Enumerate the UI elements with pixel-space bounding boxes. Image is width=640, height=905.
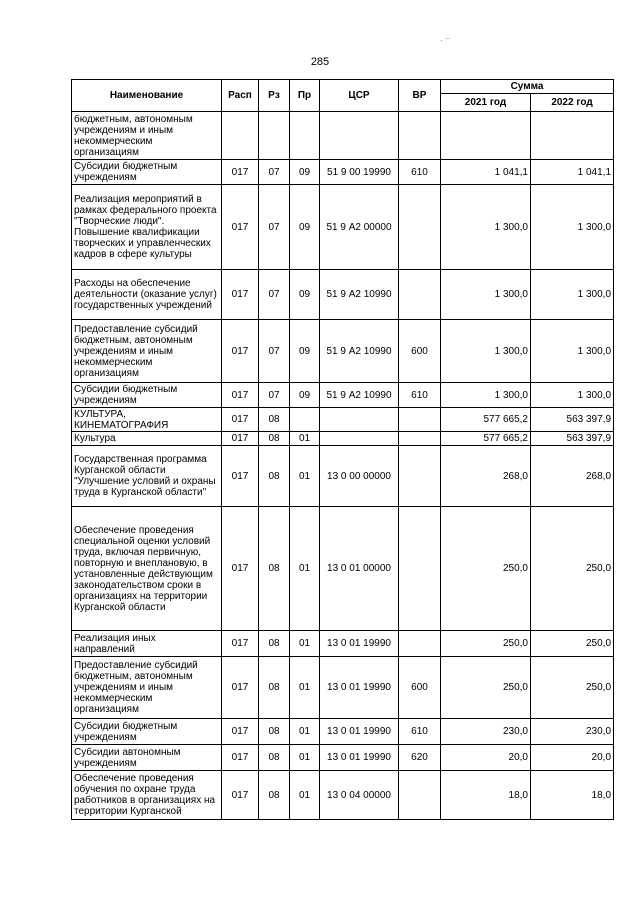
cell-2021: 1 300,0: [441, 383, 531, 408]
cell-2021: 250,0: [441, 657, 531, 719]
cell-2021: 250,0: [441, 507, 531, 631]
col-header-2022: 2022 год: [531, 94, 614, 112]
cell-name: Предоставление субсидий бюджетным, автономным учреждениям и иным некоммерческим организациям: [72, 320, 222, 383]
cell-rz: 08: [259, 432, 290, 446]
cell-pr: 09: [290, 270, 320, 320]
cell-vr: 600: [399, 320, 441, 383]
cell-vr: [399, 408, 441, 432]
cell-2021: 1 300,0: [441, 270, 531, 320]
cell-csr: 51 9 А2 00000: [320, 185, 399, 270]
cell-name: Расходы на обеспечение деятельности (оказание услуг) государственных учреждений: [72, 270, 222, 320]
cell-vr: [399, 771, 441, 820]
cell-rasp: 017: [222, 320, 259, 383]
cell-pr: 09: [290, 185, 320, 270]
cell-vr: [399, 432, 441, 446]
col-header-rz: Рз: [259, 80, 290, 112]
cell-rz: 07: [259, 320, 290, 383]
cell-name: КУЛЬТУРА, КИНЕМАТОГРАФИЯ: [72, 408, 222, 432]
cell-rz: 08: [259, 745, 290, 771]
table-row: [72, 408, 614, 432]
budget-table: [71, 79, 614, 820]
cell-2022: 20,0: [531, 745, 614, 771]
cell-rasp: 017: [222, 631, 259, 657]
cell-pr: 01: [290, 507, 320, 631]
col-header-csr: ЦСР: [320, 80, 399, 112]
cell-csr: 13 0 00 00000: [320, 446, 399, 507]
cell-rasp: 017: [222, 771, 259, 820]
table-row: [72, 320, 614, 383]
cell-2022: [531, 112, 614, 160]
table-row: [72, 446, 614, 507]
cell-pr: 09: [290, 160, 320, 185]
cell-name: Культура: [72, 432, 222, 446]
cell-pr: 01: [290, 657, 320, 719]
cell-pr: 01: [290, 432, 320, 446]
cell-vr: 610: [399, 719, 441, 745]
cell-pr: 01: [290, 631, 320, 657]
cell-pr: 09: [290, 320, 320, 383]
cell-rz: [259, 112, 290, 160]
cell-vr: [399, 631, 441, 657]
cell-csr: 13 0 01 19990: [320, 631, 399, 657]
table-row: [72, 160, 614, 185]
cell-rasp: 017: [222, 657, 259, 719]
cell-name: Субсидии бюджетным учреждениям: [72, 383, 222, 408]
cell-rz: 07: [259, 160, 290, 185]
cell-rz: 08: [259, 631, 290, 657]
cell-csr: 13 0 01 19990: [320, 745, 399, 771]
cell-2022: 563 397,9: [531, 432, 614, 446]
cell-name: Субсидии бюджетным учреждениям: [72, 719, 222, 745]
cell-rasp: 017: [222, 185, 259, 270]
table-row: [72, 270, 614, 320]
cell-csr: 13 0 01 00000: [320, 507, 399, 631]
cell-pr: 01: [290, 771, 320, 820]
cell-2022: 1 041,1: [531, 160, 614, 185]
cell-vr: 620: [399, 745, 441, 771]
cell-2021: [441, 112, 531, 160]
cell-name: Субсидии автономным учреждениям: [72, 745, 222, 771]
cell-pr: 01: [290, 745, 320, 771]
cell-vr: [399, 270, 441, 320]
page-number: 285: [310, 56, 330, 68]
cell-2022: 1 300,0: [531, 270, 614, 320]
table-row: [72, 185, 614, 270]
cell-2022: 18,0: [531, 771, 614, 820]
cell-name: Субсидии бюджетным учреждениям: [72, 160, 222, 185]
cell-pr: [290, 112, 320, 160]
cell-csr: 51 9 А2 10990: [320, 383, 399, 408]
cell-rz: 08: [259, 408, 290, 432]
table-row: [72, 432, 614, 446]
cell-pr: 09: [290, 383, 320, 408]
cell-2022: 250,0: [531, 507, 614, 631]
cell-rasp: 017: [222, 383, 259, 408]
cell-rasp: 017: [222, 270, 259, 320]
cell-vr: [399, 446, 441, 507]
table-row: [72, 657, 614, 719]
table-row: [72, 383, 614, 408]
cell-rasp: 017: [222, 408, 259, 432]
cell-pr: 01: [290, 719, 320, 745]
cell-csr: 51 9 00 19990: [320, 160, 399, 185]
cell-csr: 13 0 01 19990: [320, 719, 399, 745]
cell-rz: 08: [259, 446, 290, 507]
cell-rz: 07: [259, 383, 290, 408]
cell-2022: 268,0: [531, 446, 614, 507]
cell-2022: 230,0: [531, 719, 614, 745]
table-row: [72, 112, 614, 160]
table-body: [72, 112, 614, 820]
cell-rz: 08: [259, 771, 290, 820]
table-row: [72, 719, 614, 745]
cell-2021: 577 665,2: [441, 408, 531, 432]
cell-name: бюджетным, автономным учреждениям и иным некоммерческим организациям: [72, 112, 222, 160]
cell-pr: [290, 408, 320, 432]
cell-csr: 51 9 А2 10990: [320, 320, 399, 383]
cell-rasp: 017: [222, 432, 259, 446]
col-header-pr: Пр: [290, 80, 320, 112]
cell-2021: 20,0: [441, 745, 531, 771]
cell-csr: [320, 432, 399, 446]
cell-2022: 250,0: [531, 657, 614, 719]
cell-csr: 51 9 А2 10990: [320, 270, 399, 320]
cell-2021: 1 300,0: [441, 320, 531, 383]
cell-name: Обеспечение проведения специальной оценки условий труда, включая первичную, повторную и внеплановую, в установленные действующим законодательством сроки в организациях на территории Курганской области: [72, 507, 222, 631]
col-header-rasp: Расп: [222, 80, 259, 112]
table-row: [72, 631, 614, 657]
col-header-name: Наименование: [72, 80, 222, 112]
scan-specks: · ⁻: [440, 35, 451, 45]
col-header-2021: 2021 год: [441, 94, 531, 112]
cell-2021: 577 665,2: [441, 432, 531, 446]
cell-vr: [399, 185, 441, 270]
cell-csr: 13 0 04 00000: [320, 771, 399, 820]
cell-2021: 230,0: [441, 719, 531, 745]
cell-name: Реализация иных направлений: [72, 631, 222, 657]
cell-rasp: [222, 112, 259, 160]
cell-vr: [399, 507, 441, 631]
cell-name: Государственная программа Курганской области "Улучшение условий и охраны труда в Курганской области": [72, 446, 222, 507]
table-row: [72, 771, 614, 820]
cell-csr: 13 0 01 19990: [320, 657, 399, 719]
cell-rz: 07: [259, 270, 290, 320]
table-row: [72, 507, 614, 631]
cell-2022: 1 300,0: [531, 383, 614, 408]
cell-name: Предоставление субсидий бюджетным, автономным учреждениям и иным некоммерческим организациям: [72, 657, 222, 719]
cell-rz: 08: [259, 507, 290, 631]
cell-csr: [320, 112, 399, 160]
cell-2021: 1 300,0: [441, 185, 531, 270]
cell-rasp: 017: [222, 446, 259, 507]
cell-2021: 250,0: [441, 631, 531, 657]
table-row: [72, 745, 614, 771]
cell-2021: 268,0: [441, 446, 531, 507]
cell-2021: 1 041,1: [441, 160, 531, 185]
cell-vr: 600: [399, 657, 441, 719]
cell-vr: 610: [399, 383, 441, 408]
cell-pr: 01: [290, 446, 320, 507]
cell-2022: 250,0: [531, 631, 614, 657]
cell-2022: 563 397,9: [531, 408, 614, 432]
cell-rz: 08: [259, 719, 290, 745]
cell-2022: 1 300,0: [531, 320, 614, 383]
cell-vr: [399, 112, 441, 160]
cell-rz: 07: [259, 185, 290, 270]
cell-csr: [320, 408, 399, 432]
cell-rasp: 017: [222, 160, 259, 185]
cell-name: Обеспечение проведения обучения по охране труда работников в организациях на территории Курганской: [72, 771, 222, 820]
cell-rz: 08: [259, 657, 290, 719]
cell-vr: 610: [399, 160, 441, 185]
cell-2022: 1 300,0: [531, 185, 614, 270]
col-header-sum: Сумма: [441, 80, 614, 94]
cell-rasp: 017: [222, 719, 259, 745]
col-header-vr: ВР: [399, 80, 441, 112]
cell-2021: 18,0: [441, 771, 531, 820]
cell-rasp: 017: [222, 745, 259, 771]
cell-name: Реализация мероприятий в рамках федерального проекта "Творческие люди". Повышение квалификации творческих и управленческих кадров в сфере культуры: [72, 185, 222, 270]
cell-rasp: 017: [222, 507, 259, 631]
